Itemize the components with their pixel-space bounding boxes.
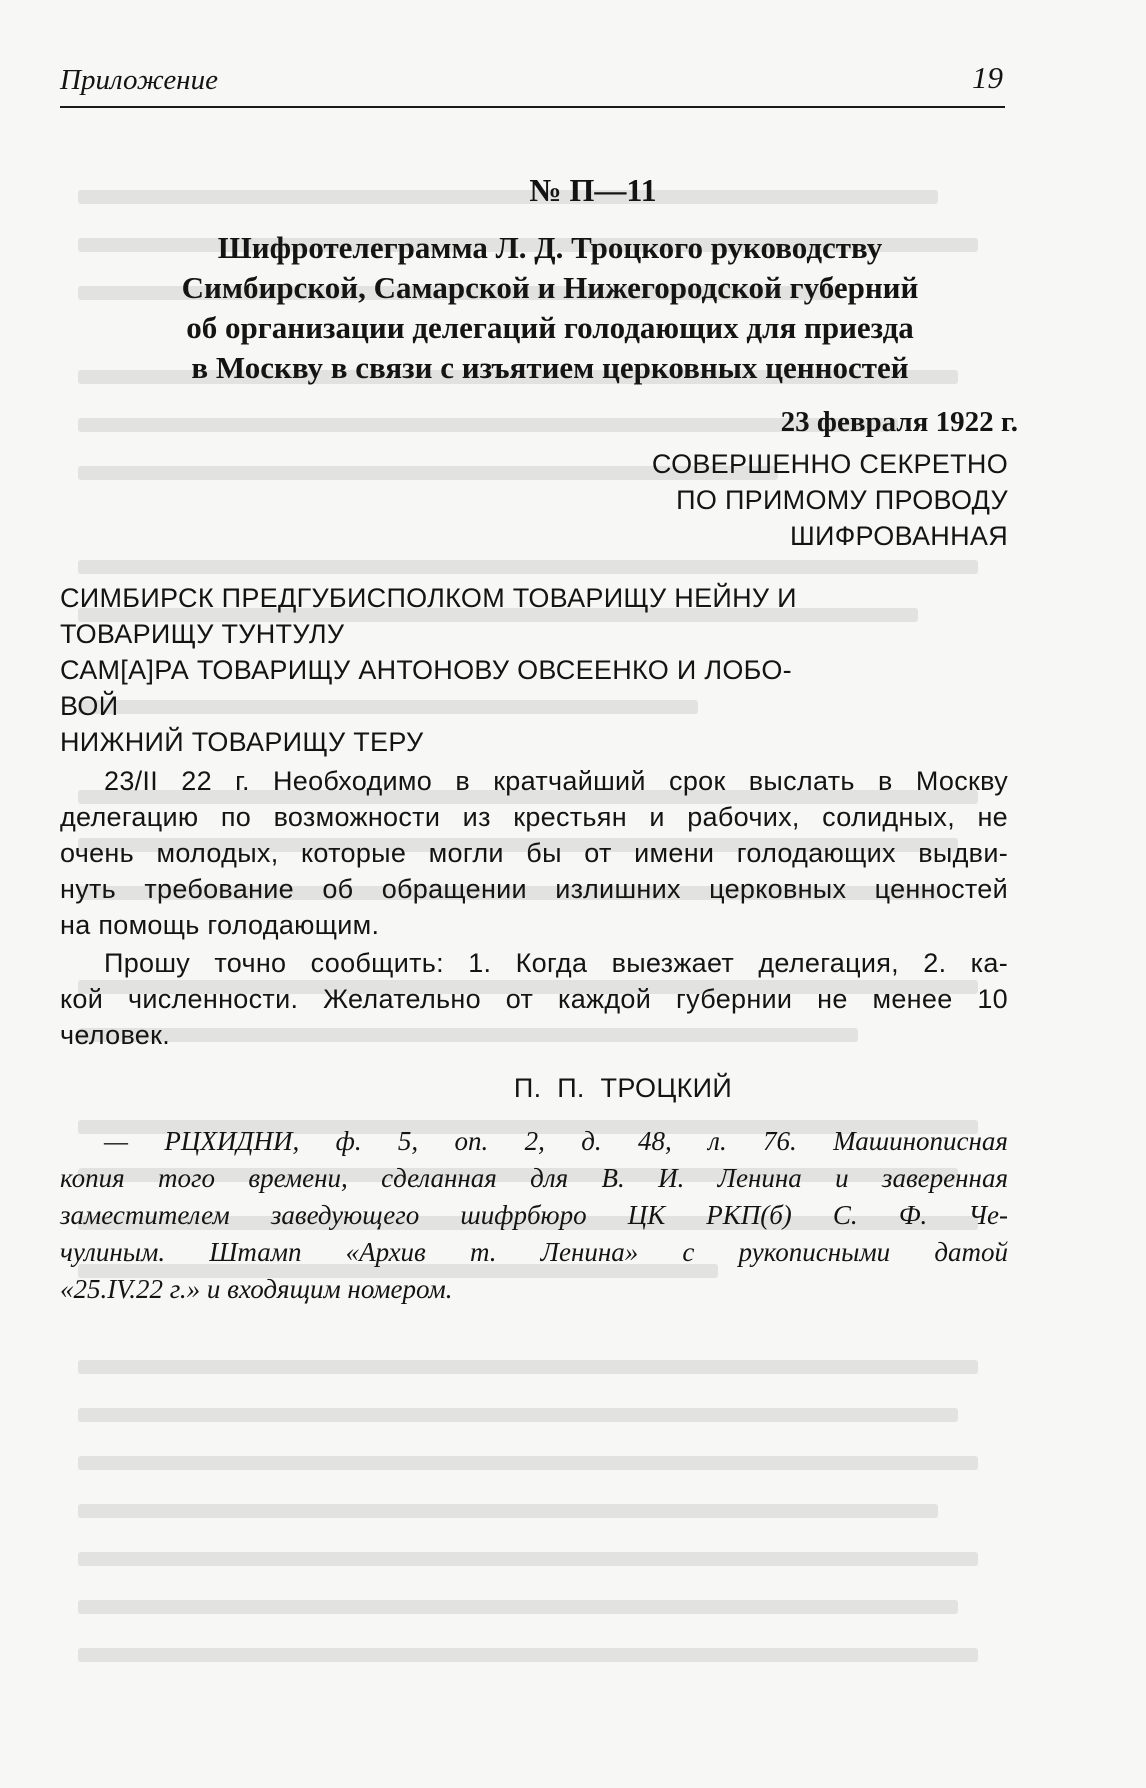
- document-date: 23 февраля 1922 г.: [780, 406, 1018, 438]
- signature: П. П. ТРОЦКИЙ: [513, 1073, 733, 1103]
- addressee-line: НИЖНИЙ ТОВАРИЩУ ТЕРУ: [60, 727, 424, 757]
- title-line: об организации делегаций голодающих для приезда: [186, 310, 914, 345]
- page-number: 19: [972, 60, 1003, 95]
- title-line: в Москву в связи с изъятием церковных ценностей: [191, 350, 909, 385]
- source-line: «25.IV.22 г.» и входящим номером.: [60, 1274, 453, 1304]
- marking-line: СОВЕРШЕННО СЕКРЕТНО: [651, 449, 1008, 479]
- document-number: № П—11: [529, 172, 657, 208]
- document-title: [90, 228, 1010, 388]
- title-line: Симбирской, Самарской и Нижегородской губерний: [181, 270, 919, 305]
- running-header: [60, 58, 1005, 108]
- addressee-line: СИМБИРСК ПРЕДГУБИСПОЛКОМ ТОВАРИЩУ НЕЙНУ И: [60, 583, 797, 613]
- body-paragraph-1: [60, 763, 1008, 943]
- body-line: делегацию по возможности из крестьян и рабочих, солидных, не: [60, 802, 1008, 832]
- addressee-block: [60, 580, 1010, 760]
- addressee-line: САМ[А]РА ТОВАРИЩУ АНТОНОВУ ОВСЕЕНКО И ЛОБО-: [60, 655, 792, 685]
- marking-line: ШИФРОВАННАЯ: [789, 521, 1008, 551]
- body-line: очень молодых, которые могли бы от имени голодающих выдви-: [60, 838, 1008, 868]
- body-line: человек.: [60, 1020, 171, 1050]
- source-line: копия того времени, сделанная для В. И. Ленина и заверенная: [60, 1163, 1008, 1193]
- archival-source-note: [60, 1123, 1008, 1308]
- body-line: 23/II 22 г. Необходимо в кратчайший срок выслать в Москву: [104, 766, 1008, 796]
- addressee-line: ВОЙ: [60, 691, 119, 721]
- body-line: кой численности. Желательно от каждой губернии не менее 10: [60, 984, 1008, 1014]
- running-header-title: Приложение: [60, 64, 218, 96]
- marking-line: ПО ПРИМОМУ ПРОВОДУ: [676, 485, 1008, 515]
- body-line: на помощь голодающим.: [60, 910, 380, 940]
- source-line: заместителем заведующего шифрбюро ЦК РКП(б) С. Ф. Че-: [60, 1200, 1008, 1230]
- source-line: — РЦХИДНИ, ф. 5, оп. 2, д. 48, л. 76. Машинописная: [104, 1126, 1008, 1156]
- source-line: чулиным. Штамп «Архив т. Ленина» с рукописными датой: [60, 1237, 1008, 1267]
- title-line: Шифротелеграмма Л. Д. Троцкого руководству: [217, 230, 883, 265]
- body-paragraph-2: [60, 945, 1008, 1053]
- addressee-line: ТОВАРИЩУ ТУНТУЛУ: [60, 619, 345, 649]
- body-line: Прошу точно сообщить: 1. Когда выезжает делегация, 2. ка-: [104, 948, 1008, 978]
- body-line: нуть требование об обращении излишних церковных ценностей: [60, 874, 1008, 904]
- secrecy-marking: [652, 446, 1008, 554]
